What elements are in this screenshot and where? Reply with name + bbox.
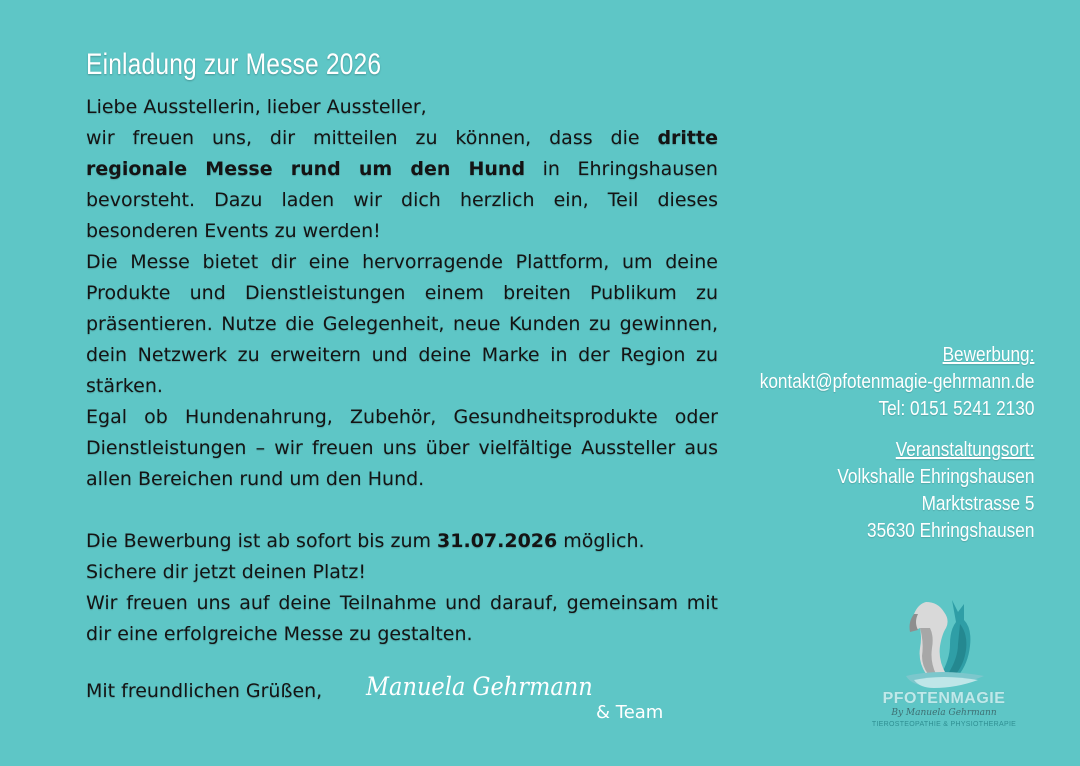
paragraph-exhibitors: Egal ob Hundenahrung, Zubehör, Gesundheitsprodukte oder Dienstleistungen – wir freuen uns über vielfältige Aussteller aus allen Bereichen rund um den Hund. <box>86 406 718 490</box>
paragraph-deadline <box>86 526 718 557</box>
page-title: Einladung zur Messe 2026 <box>86 48 382 81</box>
intro-text-end: in Ehringshausen bevorsteht. Dazu laden wir dich herzlich ein, Teil dieses besonderen Events zu werden! <box>86 158 718 242</box>
signature: Manuela Gehrmann <box>366 672 593 701</box>
greeting: Liebe Ausstellerin, lieber Aussteller, <box>86 96 427 118</box>
venue-block <box>715 437 1034 545</box>
deadline-date: 31.07.2026 <box>437 530 558 552</box>
brand-subtitle: TIEROSTEOPATHIE & PHYSIOTHERAPIE <box>871 721 1017 728</box>
team-label: & Team <box>596 702 664 723</box>
contact-info <box>715 342 1034 545</box>
application-heading: Bewerbung: <box>942 344 1034 366</box>
contact-email[interactable]: kontakt@pfotenmagie-gehrmann.de <box>759 371 1034 393</box>
spacer <box>86 495 718 526</box>
venue-street: Marktstrasse 5 <box>921 493 1034 515</box>
venue-city: 35630 Ehringshausen <box>866 520 1034 542</box>
intro-text-start: wir freuen uns, dir mitteilen zu können, dass die <box>86 127 658 149</box>
closing: Mit freundlichen Grüßen, <box>86 680 323 702</box>
contact-phone[interactable]: Tel: 0151 5241 2130 <box>878 398 1034 420</box>
dog-cat-icon <box>900 594 990 690</box>
paragraph-thanks: Wir freuen uns auf deine Teilnahme und darauf, gemeinsam mit dir eine erfolgreiche Messe zu gestalten. <box>86 592 718 645</box>
venue-name: Volkshalle Ehringshausen <box>837 466 1034 488</box>
deadline-text-end: möglich. <box>557 530 645 552</box>
brand-name: PFOTENMAGIE <box>882 690 1006 707</box>
paragraph-intro <box>86 123 718 247</box>
deadline-text-start: Die Bewerbung ist ab sofort bis zum <box>86 530 438 552</box>
paragraph-cta: Sichere dir jetzt deinen Platz! <box>86 561 366 583</box>
brand-byline: By Manuela Gehrmann <box>891 708 997 718</box>
venue-heading: Veranstaltungsort: <box>895 439 1034 461</box>
letter-body <box>86 92 718 650</box>
event-highlight: dritte regionale Messe rund um den Hund <box>86 127 718 180</box>
brand-logo <box>858 594 1030 734</box>
paragraph-platform: Die Messe bietet dir eine hervorragende Plattform, um deine Produkte und Dienstleistungen einem breiten Publikum zu präsentieren. Nutze die Gelegenheit, neue Kunden zu gewinnen, dein Netzwerk zu erweitern und deine Marke in der Region zu stärken. <box>86 251 718 397</box>
